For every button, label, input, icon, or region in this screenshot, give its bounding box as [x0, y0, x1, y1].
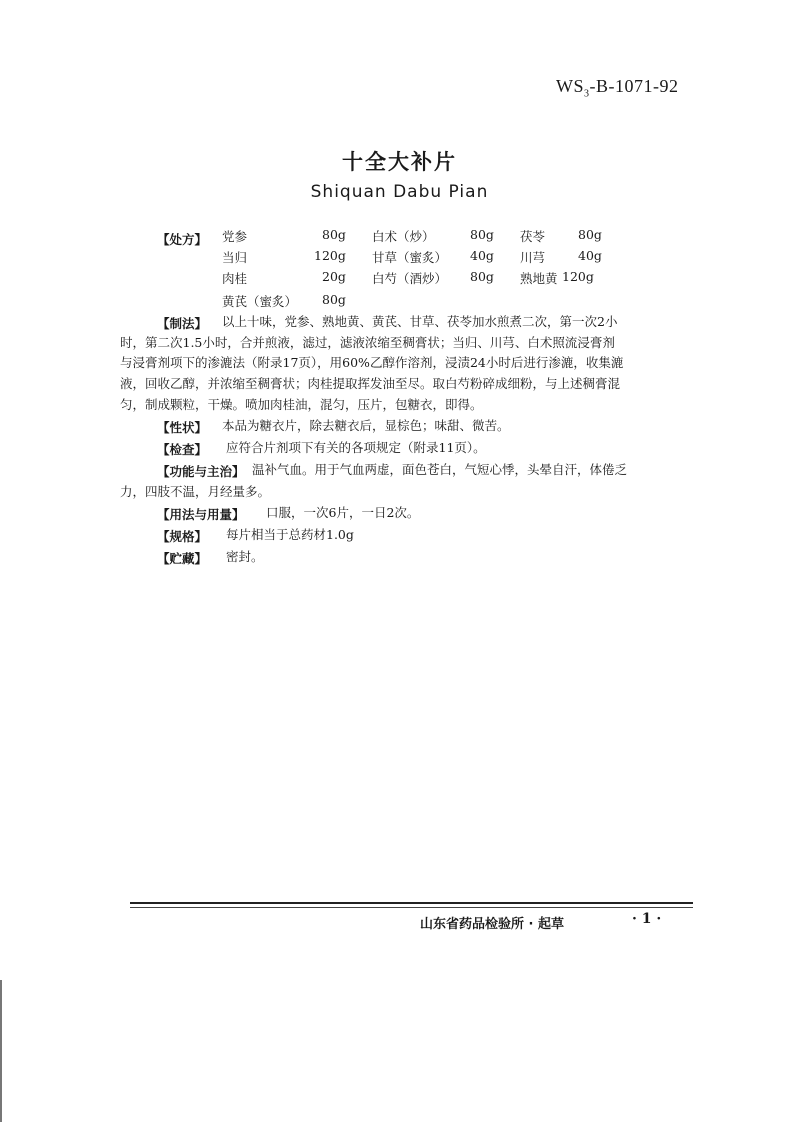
inspection-label: 【检查】: [157, 442, 208, 457]
ingredient-amount: 120g: [562, 269, 594, 284]
ingredient-amount: 80g: [578, 227, 602, 242]
ingredient-name: 白术（炒）: [372, 229, 435, 244]
ingredient-name: 党参: [222, 229, 248, 244]
prescription-label: 【处方】: [157, 232, 208, 247]
ingredient-name: 肉桂: [222, 271, 248, 286]
inspection-text: 应符合片剂项下有关的各项规定（附录11页）。: [226, 440, 486, 455]
scan-edge-mark: [0, 980, 2, 1122]
ingredient-amount: 40g: [578, 248, 602, 263]
storage-text: 密封。: [226, 549, 264, 564]
function-text: 温补气血。用于气血两虚，面色苍白，气短心悸，头晕自汗，体倦乏: [252, 462, 628, 477]
ingredient-name: 白芍（酒炒）: [372, 271, 448, 286]
ingredient-amount: 80g: [470, 227, 494, 242]
method-line: 匀，制成颗粒，干燥。喷加肉桂油，混匀，压片，包糖衣，即得。: [120, 397, 483, 412]
ingredient-name: 熟地黄: [520, 271, 558, 286]
title-pinyin: Shiquan Dabu Pian: [310, 182, 489, 202]
ingredient-amount: 40g: [470, 248, 494, 263]
method-line: 与浸膏剂项下的渗漉法（附录17页），用60%乙醇作溶剂，浸渍24小时后进行渗漉，收集漉: [120, 355, 624, 370]
method-line: 以上十味，党参、熟地黄、黄芪、甘草、茯苓加水煎煮二次，第一次2小: [222, 314, 618, 329]
method-line: 液，回收乙醇，并浓缩至稠膏状；肉桂提取挥发油至尽。取白芍粉碎成细粉，与上述稠膏混: [120, 376, 621, 391]
ingredient-name: 川芎: [520, 250, 546, 265]
page-number: · 1 ·: [632, 911, 662, 927]
ingredient-amount: 80g: [322, 227, 346, 242]
ingredient-name: 当归: [222, 250, 248, 265]
ingredient-amount: 80g: [322, 292, 346, 307]
ingredient-name: 茯苓: [520, 229, 546, 244]
usage-text: 口服，一次6片，一日2次。: [266, 505, 420, 520]
method-line: 时，第二次1.5小时，合并煎液，滤过，滤液浓缩至稠膏状；当归、川芎、白术照流浸膏剂: [120, 335, 615, 350]
ingredient-amount: 80g: [470, 269, 494, 284]
properties-text: 本品为糖衣片，除去糖衣后，显棕色；味甜、微苦。: [222, 418, 510, 433]
method-label: 【制法】: [157, 316, 208, 331]
properties-label: 【性状】: [157, 420, 208, 435]
document-code: $WS_3-B-1071-92$: [556, 76, 679, 100]
ingredient-amount: 120g: [314, 248, 346, 263]
function-text-continued: 力，四肢不温，月经量多。: [120, 484, 271, 499]
spec-label: 【规格】: [157, 529, 208, 544]
function-label: 【功能与主治】: [157, 464, 245, 479]
storage-label: 【贮藏】: [157, 551, 208, 566]
ingredient-amount: 20g: [322, 269, 346, 284]
ingredient-name: 黄芪（蜜炙）: [222, 294, 298, 309]
footer-organization: 山东省药品检验所 · 起草: [420, 917, 565, 932]
ingredient-name: 甘草（蜜炙）: [372, 250, 448, 265]
title-chinese: 十全大补片: [342, 150, 457, 174]
spec-text: 每片相当于总药材1.0g: [226, 527, 354, 542]
footer-rule-thin: [130, 907, 693, 908]
usage-label: 【用法与用量】: [157, 507, 245, 522]
footer-rule: [130, 902, 693, 904]
